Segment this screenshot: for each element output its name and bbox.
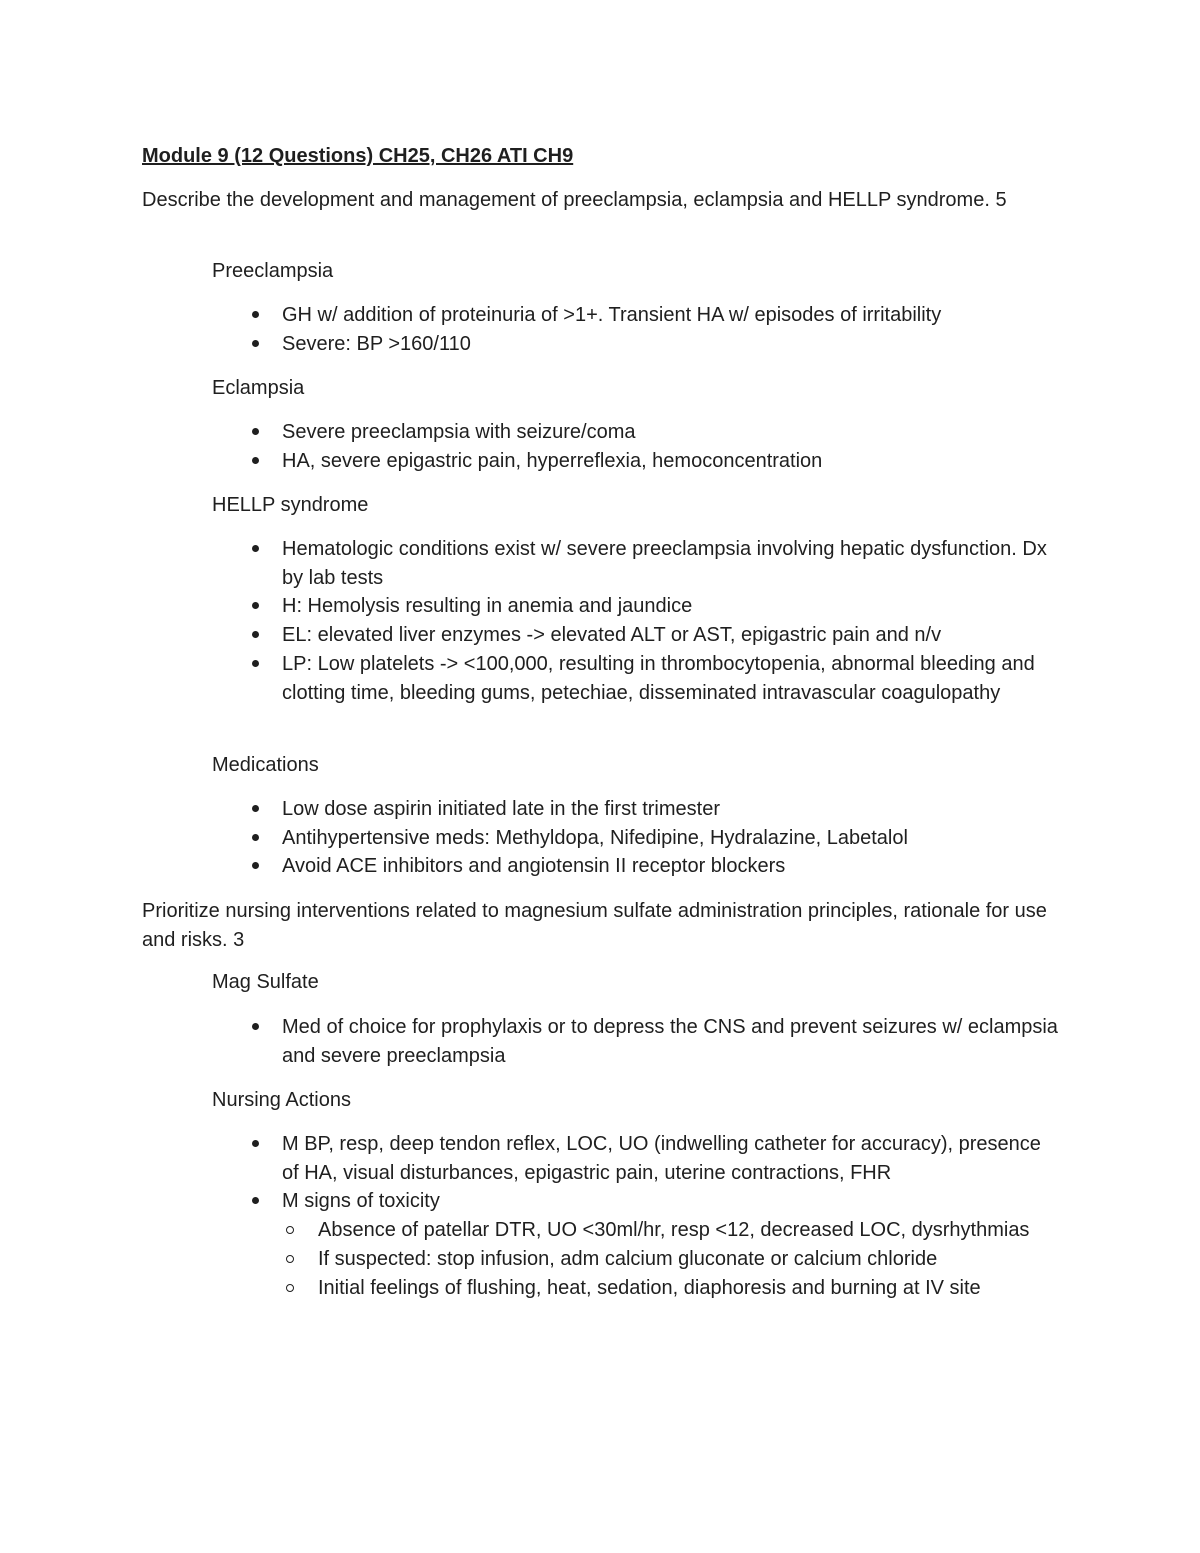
list-medications bbox=[248, 795, 1058, 881]
bullet-icon bbox=[252, 1023, 259, 1030]
list-eclampsia bbox=[248, 418, 1058, 475]
list-hellp bbox=[248, 535, 1058, 707]
document-title: Module 9 (12 Questions) CH25, CH26 ATI CH9 bbox=[142, 145, 574, 167]
list-item: Hematologic conditions exist w/ severe preeclampsia involving hepatic dysfunction. Dx by lab tests bbox=[248, 535, 1058, 592]
list-item: Med of choice for prophylaxis or to depress the CNS and prevent seizures w/ eclampsia and severe preeclampsia bbox=[248, 1013, 1058, 1070]
list-item: Avoid ACE inhibitors and angiotensin II receptor blockers bbox=[248, 852, 1058, 881]
hollow-bullet-icon bbox=[286, 1226, 294, 1234]
heading-medications: Medications bbox=[212, 754, 319, 776]
hollow-bullet-icon bbox=[286, 1284, 294, 1292]
heading-mag-sulfate: Mag Sulfate bbox=[212, 971, 319, 993]
bullet-icon bbox=[252, 631, 259, 638]
hollow-bullet-icon bbox=[286, 1255, 294, 1263]
list-item: H: Hemolysis resulting in anemia and jaundice bbox=[248, 592, 1058, 621]
bullet-icon bbox=[252, 545, 259, 552]
objective-1: Describe the development and management of preeclampsia, eclampsia and HELLP syndrome. 5 bbox=[142, 189, 1007, 211]
heading-preeclampsia: Preeclampsia bbox=[212, 260, 334, 282]
list-preeclampsia bbox=[248, 301, 1058, 358]
list-item: LP: Low platelets -> <100,000, resulting in thrombocytopenia, abnormal bleeding and clotting time, bleeding gums, petechiae, disseminated intravascular coagulopathy bbox=[248, 650, 1058, 707]
list-item: Low dose aspirin initiated late in the first trimester bbox=[248, 795, 1058, 824]
list-toxicity-signs bbox=[282, 1216, 1058, 1302]
bullet-icon bbox=[252, 457, 259, 464]
list-item: HA, severe epigastric pain, hyperreflexia, hemoconcentration bbox=[248, 447, 1058, 476]
bullet-icon bbox=[252, 428, 259, 435]
list-nursing-actions bbox=[248, 1130, 1058, 1302]
list-item: M signs of toxicity Absence of patellar DTR, UO <30ml/hr, resp <12, decreased LOC, dysrhythmias If suspected: stop infusion, adm calcium gluconate or calcium chloride Initial feelings of flushing, heat, sedation, diaphoresis and burning at IV site bbox=[248, 1187, 1058, 1302]
bullet-icon bbox=[252, 602, 259, 609]
list-item: If suspected: stop infusion, adm calcium gluconate or calcium chloride bbox=[248, 1245, 1058, 1274]
bullet-icon bbox=[252, 862, 259, 869]
list-mag-sulfate bbox=[248, 1013, 1058, 1070]
list-item: Absence of patellar DTR, UO <30ml/hr, resp <12, decreased LOC, dysrhythmias bbox=[248, 1216, 1058, 1245]
bullet-icon bbox=[252, 660, 259, 667]
bullet-icon bbox=[252, 805, 259, 812]
list-item: Initial feelings of flushing, heat, sedation, diaphoresis and burning at IV site bbox=[248, 1274, 1058, 1303]
heading-hellp: HELLP syndrome bbox=[212, 494, 369, 516]
bullet-icon bbox=[252, 834, 259, 841]
list-item: GH w/ addition of proteinuria of >1+. Transient HA w/ episodes of irritability bbox=[248, 301, 1058, 330]
list-item: M BP, resp, deep tendon reflex, LOC, UO (indwelling catheter for accuracy), presence of HA, visual disturbances, epigastric pain, uterine contractions, FHR bbox=[248, 1130, 1058, 1187]
bullet-icon bbox=[252, 1197, 259, 1204]
bullet-icon bbox=[252, 311, 259, 318]
bullet-icon bbox=[252, 340, 259, 347]
heading-eclampsia: Eclampsia bbox=[212, 377, 305, 399]
bullet-icon bbox=[252, 1140, 259, 1147]
heading-nursing-actions: Nursing Actions bbox=[212, 1089, 351, 1111]
list-item: Antihypertensive meds: Methyldopa, Nifedipine, Hydralazine, Labetalol bbox=[248, 824, 1058, 853]
objective-2: Prioritize nursing interventions related to magnesium sulfate administration principles, rationale for use and risks. 3 bbox=[142, 900, 1047, 951]
list-item: EL: elevated liver enzymes -> elevated ALT or AST, epigastric pain and n/v bbox=[248, 621, 1058, 650]
list-item: Severe preeclampsia with seizure/coma bbox=[248, 418, 1058, 447]
list-item: Severe: BP >160/110 bbox=[248, 330, 1058, 359]
